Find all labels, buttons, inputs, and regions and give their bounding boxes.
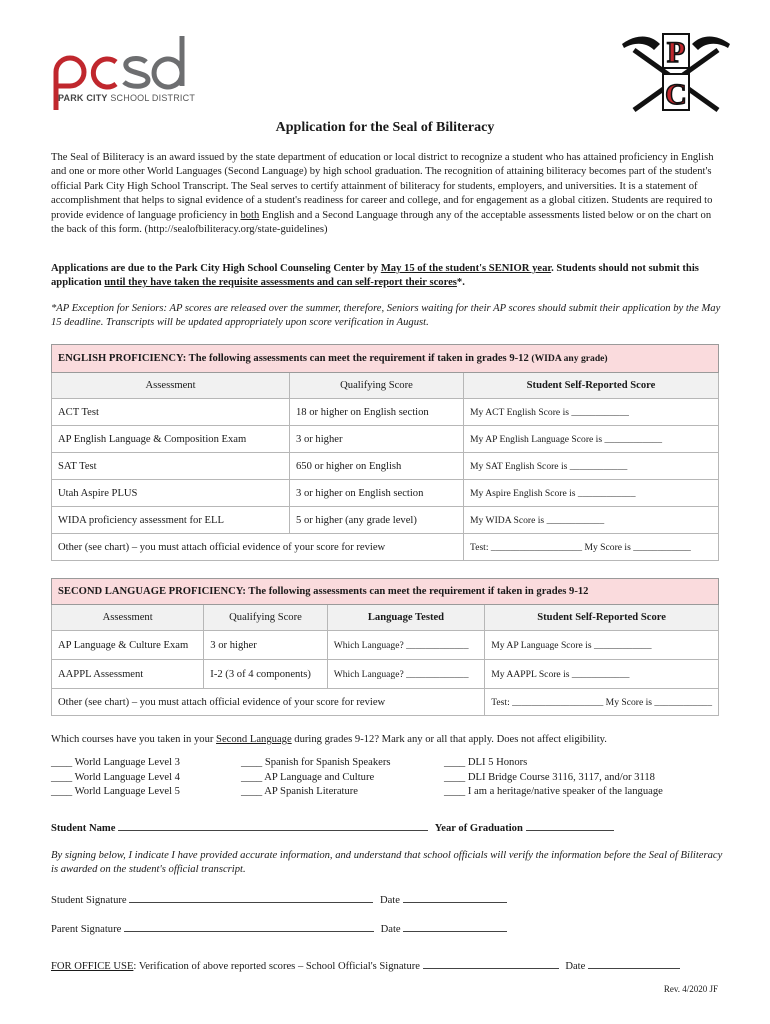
self-score-field[interactable]: My WIDA Score is ____________ [464,507,719,534]
parent-date-field[interactable] [403,921,507,932]
column-header: Assessment [52,373,290,399]
parent-signature-field[interactable] [124,921,374,932]
signature-statement: By signing below, I indicate I have provided accurate information, and understand that school officials will verify the information before the Seal of Biliteracy is awarded on the student's official transcript. [51,850,723,876]
course-checkbox[interactable]: ____ I am a heritage/native speaker of the language [444,786,663,798]
office-use-row: FOR OFFICE USE: Verification of above reported scores – School Official's Signature Date [51,958,680,972]
parent-signature-row: Parent Signature Date [51,921,507,935]
page-title: Application for the Seal of Biliteracy [275,120,495,135]
self-score-field[interactable]: My Aspire English Score is ____________ [464,480,719,507]
second-language-table [51,578,719,716]
pc-logo-c: C [665,78,687,111]
student-signature-row: Student Signature Date [51,892,507,906]
course-column-2 [241,756,390,800]
course-checkbox[interactable]: ____ World Language Level 3 [51,757,180,768]
column-header: Student Self-Reported Score [464,373,719,399]
english-table-header: ENGLISH PROFICIENCY: The following assessments can meet the requirement if taken in grades 9-12 (WIDA any grade) [52,345,719,373]
language-field[interactable]: Which Language? _____________ [327,660,485,689]
table-row: ACT Test 18 or higher on English section My ACT English Score is ____________ [52,399,719,426]
column-header: Qualifying Score [204,605,327,631]
language-field[interactable]: Which Language? _____________ [327,631,485,660]
table-row: WIDA proficiency assessment for ELL 5 or higher (any grade level) My WIDA Score is ____________ [52,507,719,534]
course-checkbox[interactable]: ____ AP Spanish Literature [241,786,359,798]
table-row: Utah Aspire PLUS 3 or higher on English section My Aspire English Score is ____________ [52,480,719,507]
office-date-field[interactable] [588,958,680,969]
graduation-year-field[interactable] [526,820,614,831]
self-score-field[interactable]: My ACT English Score is ____________ [464,399,719,426]
revision-note: Rev. 4/2020 JF [663,984,718,994]
other-test-field[interactable]: Test: ___________________ My Score is ____________ [464,534,719,561]
course-checkbox[interactable]: ____ Spanish for Spanish Speakers [241,757,391,768]
official-signature-field[interactable] [423,958,559,969]
other-test-field[interactable]: Test: ___________________ My Score is ____________ [485,689,719,716]
english-proficiency-table [51,344,719,561]
table-row: AP Language & Culture Exam 3 or higher Which Language? _____________ My AP Language Score is ____________ [52,631,719,660]
table-row: Other (see chart) – you must attach official evidence of your score for review Test: ___________________ My Score is ____________ [52,534,719,561]
table-row: AP English Language & Composition Exam 3 or higher My AP English Language Score is ____________ [52,426,719,453]
self-score-field[interactable]: My AP Language Score is ____________ [485,631,719,660]
self-score-field[interactable]: My AAPPL Score is ____________ [485,660,719,689]
student-date-field[interactable] [403,892,507,903]
ap-exception-note: *AP Exception for Seniors: AP scores are released over the summer, therefore, Seniors waiting for their AP scores should submit their application by the May 15 deadline. Transcripts will be updated appropriately upon score verification in August. [51,303,721,329]
column-header: Language Tested [327,605,485,631]
pc-pickaxe-logo [620,30,732,114]
course-checkbox[interactable]: ____ DLI 5 Honors [444,757,528,768]
pc-logo-p: P [666,36,686,69]
self-score-field[interactable]: My AP English Language Score is ____________ [464,426,719,453]
table-row: AAPPL Assessment I-2 (3 of 4 components) Which Language? _____________ My AAPPL Score is ____________ [52,660,719,689]
course-checkbox[interactable]: ____ DLI Bridge Course 3116, 3117, and/or 3118 [444,771,655,783]
column-header: Qualifying Score [290,373,464,399]
column-header: Student Self-Reported Score [485,605,719,631]
logo-district-name: PARK CITY SCHOOL DISTRICT [58,93,196,103]
student-name-field[interactable] [118,820,428,831]
course-checkbox[interactable]: ____ World Language Level 4 [51,771,180,783]
student-signature-field[interactable] [129,892,373,903]
course-checkbox[interactable]: ____ World Language Level 5 [51,786,180,798]
courses-question: Which courses have you taken in your Second Language during grades 9-12? Mark any or all that apply. Does not affect eligibility. [51,734,607,745]
table-row: Other (see chart) – you must attach official evidence of your score for review Test: ___________________ My Score is ____________ [52,689,719,716]
intro-paragraph: The Seal of Biliteracy is an award issued by the state department of education or local district to recognize a student who has attained proficiency in English and one or more other World Languages (Second Language) by high school graduation. The recognition of attaining biliteracy becomes part of the student's official Park City High School Transcript. The Seal serves to certify attainment of biliteracy for students, employers, and universities. It is a statement of accomplishment that helps to signal evidence of a student's readiness for career and college, and for engagement as a global citizen. Students are required to provide evidence of language proficiency in both English and a Second Language through any of the acceptable assessments listed below or on the chart on the back of this form. (http://sealofbiliteracy.org/state-guidelines) [51,152,714,236]
self-score-field[interactable]: My SAT English Score is ____________ [464,453,719,480]
due-date-notice: Applications are due to the Park City High School Counseling Center by May 15 of the student's SENIOR year. Students should not submit this application until they have taken the requisite assessments and can self-report their scores*. [51,263,699,289]
course-checkbox[interactable]: ____ AP Language and Culture [241,771,375,783]
column-header: Assessment [52,605,204,631]
second-table-header: SECOND LANGUAGE PROFICIENCY: The following assessments can meet the requirement if taken in grades 9-12 [52,579,719,605]
course-column-1 [51,756,180,800]
course-column-3 [444,756,663,800]
student-name-row: Student Name Year of Graduation [51,820,614,834]
table-row: SAT Test 650 or higher on English My SAT English Score is ____________ [52,453,719,480]
